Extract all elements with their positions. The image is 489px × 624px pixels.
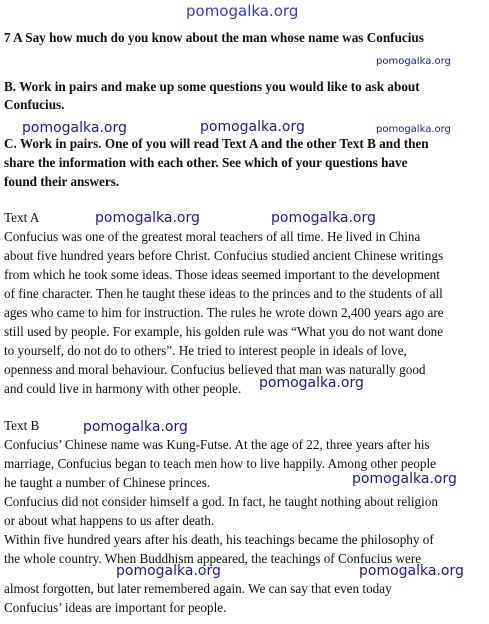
text-a-line: about five hundred years before Christ. Confucius studied ancient Chinese writings [4, 248, 444, 263]
task-c-line: C. Work in pairs. One of you will read Text A and the other Text B and then [4, 136, 429, 151]
watermark: pomogalka.org [259, 375, 364, 391]
text-b-line: Within five hundred years after his death, his teachings became the philosophy of [4, 532, 434, 547]
task-c-line: share the information with each other. See which of your questions have [4, 155, 408, 170]
watermark: pomogalka.org [200, 119, 305, 135]
text-b-line: the whole country. When Buddhism appeared, the teachings of Confucius were [4, 551, 422, 566]
task-b-line: B. Work in pairs and make up some questions you would like to ask about [4, 79, 420, 94]
text-a-line: Confucius was one of the greatest moral teachers of all time. He lived in China [4, 229, 421, 244]
text-a-heading: Text A [4, 210, 40, 225]
watermark: pomogalka.org [116, 563, 221, 579]
watermark: pomogalka.org [376, 124, 451, 135]
text-a-line: and could live in harmony with other people. [4, 381, 242, 396]
text-a-line: ages who came to him for instruction. The rules he wrote down 2,400 years ago are [4, 305, 444, 320]
text-b-heading: Text B [4, 418, 40, 433]
text-b-line: marriage, Confucius began to teach men how to live happily. Among other people [4, 456, 437, 471]
text-a-line: from which he took some ideas. Those ideas seemed important to the development [4, 267, 440, 282]
task-c-line: found their answers. [4, 174, 120, 189]
watermark: pomogalka.org [83, 419, 188, 435]
text-b-line: he taught a number of Chinese princes. [4, 475, 211, 490]
text-a-line: openness and moral behaviour. Confucius believed that man was naturally good [4, 362, 426, 377]
text-a-line: still used by people. For example, his golden rule was “What you do not want done [4, 324, 444, 339]
watermark: pomogalka.org [271, 210, 376, 226]
exercise-title: 7 A Say how much do you know about the man whose name was Confucius [4, 30, 424, 45]
text-b-line: or about what happens to us after death. [4, 513, 215, 528]
text-b-line: Confucius’ ideas are important for people. [4, 600, 227, 615]
watermark: pomogalka.org [95, 210, 200, 226]
task-b-line: Confucius. [4, 97, 65, 112]
watermark: pomogalka.org [376, 56, 451, 67]
text-b-line: Confucius’ Chinese name was Kung-Futse. At the age of 22, three years after his [4, 437, 430, 452]
watermark: pomogalka.org [22, 120, 127, 136]
text-b-line: Confucius did not consider himself a god. In fact, he taught nothing about religion [4, 494, 439, 509]
text-b-line: almost forgotten, but later remembered again. We can say that even today [4, 581, 392, 596]
watermark: pomogalka.org [359, 563, 464, 579]
watermark-top: pomogalka.org [186, 2, 299, 20]
text-a-line: of fine character. Then he taught these ideas to the princes and to the students of all [4, 286, 443, 301]
watermark: pomogalka.org [352, 471, 457, 487]
text-a-line: to yourself, do not do to others”. He tried to interest people in ideals of love, [4, 343, 407, 358]
